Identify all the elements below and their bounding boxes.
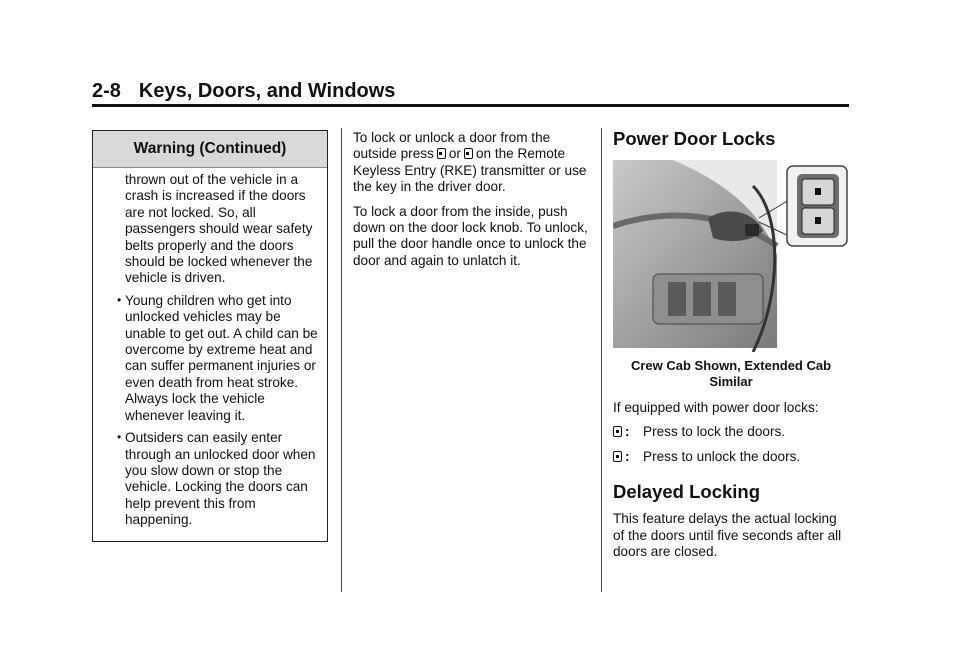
bullet-icon: • xyxy=(117,292,122,307)
page-header xyxy=(92,80,395,103)
section-heading-power-door-locks: Power Door Locks xyxy=(613,128,776,149)
right-column xyxy=(613,128,849,560)
door-lock-illustration xyxy=(613,156,849,352)
warning-bullet: • Young children who get into unlocked vehicles may be unable to get out. A child can be overcome by extreme heat and can suffer permanent injuries or even death from heat stroke. Always lock the vehicle whenever leaving it. xyxy=(117,292,318,423)
header-rule xyxy=(92,104,849,107)
warning-box xyxy=(92,130,328,542)
chapter-title: Keys, Doors, and Windows xyxy=(138,80,396,102)
inside-lock-paragraph: To lock a door from the inside, push down on the door lock knob. To unlock, pull the door handle once to unlock the door and again to unlatch it. xyxy=(353,203,588,268)
section-heading-delayed-locking: Delayed Locking xyxy=(613,481,761,503)
figure-caption: Crew Cab Shown, Extended Cab Similar xyxy=(630,358,832,389)
warning-bullet-list xyxy=(117,292,319,529)
warning-paragraph: thrown out of the vehicle in a crash is increased if the doors are not locked. So, all passengers should wear safety belts properly and the doors should be locked whenever the vehicle is driven. xyxy=(125,172,313,286)
unlock-icon xyxy=(464,148,473,159)
column-divider xyxy=(601,128,602,592)
middle-column xyxy=(353,130,589,277)
lock-icon xyxy=(437,148,446,159)
power-locks-intro: If equipped with power door locks: xyxy=(613,400,819,415)
rke-paragraph: To lock or unlock a door from the outside press or on the Remote Keyless Entry (RKE) transmitter or use the key in the driver door. xyxy=(353,130,587,195)
column-divider xyxy=(341,128,342,592)
unlock-icon xyxy=(613,451,622,462)
bullet-icon: • xyxy=(117,430,122,445)
lock-icon xyxy=(613,426,622,437)
page-number: 2-8 xyxy=(92,80,121,102)
warning-bullet: • Outsiders can easily enter through an unlocked door when you slow down or stop the vehicle. Locking the doors can help prevent this from happening. xyxy=(117,430,316,528)
unlock-instruction: : Press to unlock the doors. xyxy=(613,449,849,465)
delayed-locking-body: This feature delays the actual locking of the doors until five seconds after all doors are closed. xyxy=(613,511,842,560)
warning-title: Warning (Continued) xyxy=(93,131,327,168)
lock-instruction: : Press to lock the doors. xyxy=(613,424,849,440)
